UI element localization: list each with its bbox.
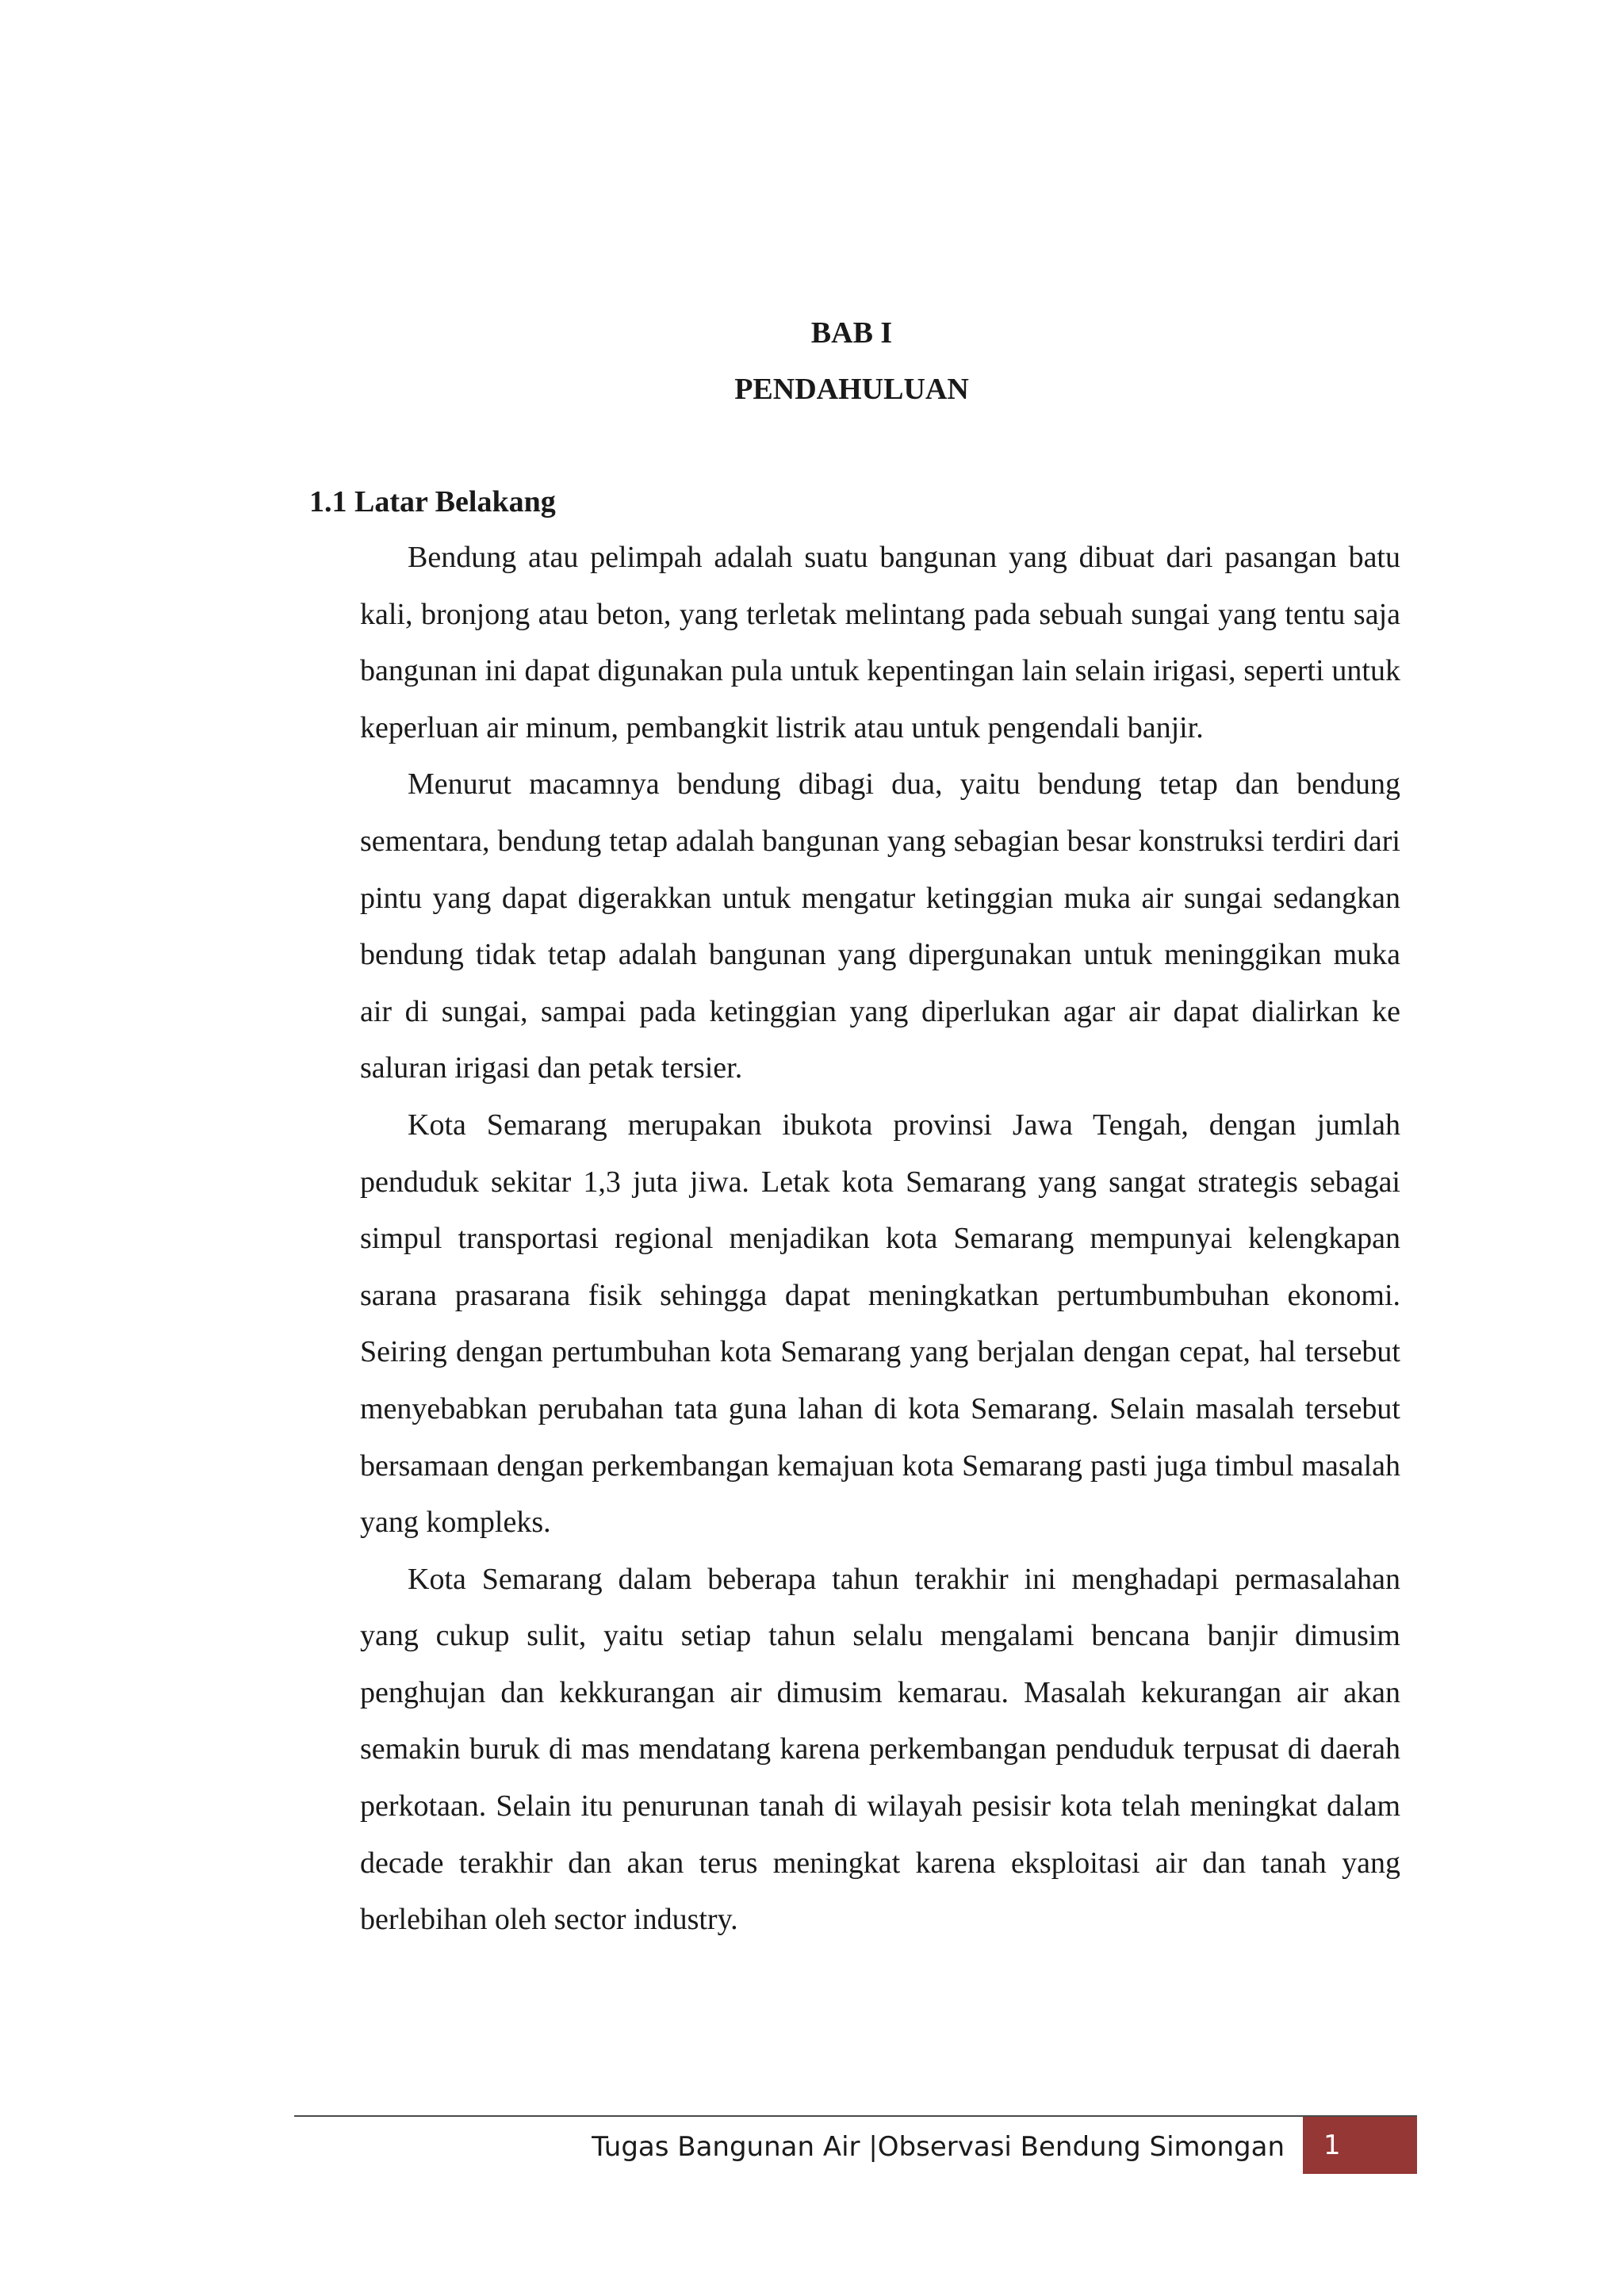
paragraph-4: Kota Semarang dalam beberapa tahun terakhir ini menghadapi permasalahan yang cukup sulit, yaitu setiap tahun selalu mengalami bencana banjir dimusim penghujan dan kekkurangan air dimusim kemarau. Masalah kekurangan air akan semakin buruk di mas mendatang karena perkembangan penduduk terpusat di daerah perkotaan. Selain itu penurunan tanah di wilayah pesisir kota telah meningkat dalam decade terakhir dan akan terus meningkat karena eksploitasi air dan tanah yang berlebihan oleh sector industry.	[360, 1562, 1400, 1937]
chapter-number: BAB I	[810, 316, 893, 350]
page-number: 1	[1323, 2130, 1341, 2161]
paragraph-2: Menurut macamnya bendung dibagi dua, yaitu bendung tetap dan bendung sementara, bendung tetap adalah bangunan yang sebagian besar konstruksi terdiri dari pintu yang dapat digerakkan untuk mengatur ketinggian muka air sungai sedangkan bendung tidak tetap adalah bangunan yang dipergunakan untuk meninggikan muka air di sungai, sampai pada ketinggian yang diperlukan agar air dapat dialirkan ke saluran irigasi dan petak tersier.	[360, 767, 1400, 1085]
section-heading: 1.1 Latar Belakang	[309, 485, 556, 519]
paragraph-3: Kota Semarang merupakan ibukota provinsi Jawa Tengah, dengan jumlah penduduk sekitar 1,3 juta jiwa. Letak kota Semarang yang sangat strategis sebagai simpul transportasi regional menjadikan kota Semarang mempunyai kelengkapan sarana prasarana fisik sehingga dapat meningkatkan pertumbumbuhan ekonomi. Seiring dengan pertumbuhan kota Semarang yang berjalan dengan cepat, hal tersebut menyebabkan perubahan tata guna lahan di kota Semarang. Selain masalah tersebut bersamaan dengan perkembangan kemajuan kota Semarang pasti juga timbul masalah yang kompleks.	[360, 1108, 1400, 1540]
page-number-badge	[1303, 2117, 1417, 2174]
footer-divider	[294, 2115, 1417, 2117]
body-text	[360, 530, 1400, 1949]
chapter-title: PENDAHULUAN	[734, 373, 969, 406]
footer-title: Tugas Bangunan Air |Observasi Bendung Simongan	[592, 2131, 1285, 2163]
paragraph-1: Bendung atau pelimpah adalah suatu bangunan yang dibuat dari pasangan batu kali, bronjong atau beton, yang terletak melintang pada sebuah sungai yang tentu saja bangunan ini dapat digunakan pula untuk kepentingan lain selain irigasi, seperti untuk keperluan air minum, pembangkit listrik atau untuk pengendali banjir.	[360, 541, 1400, 744]
